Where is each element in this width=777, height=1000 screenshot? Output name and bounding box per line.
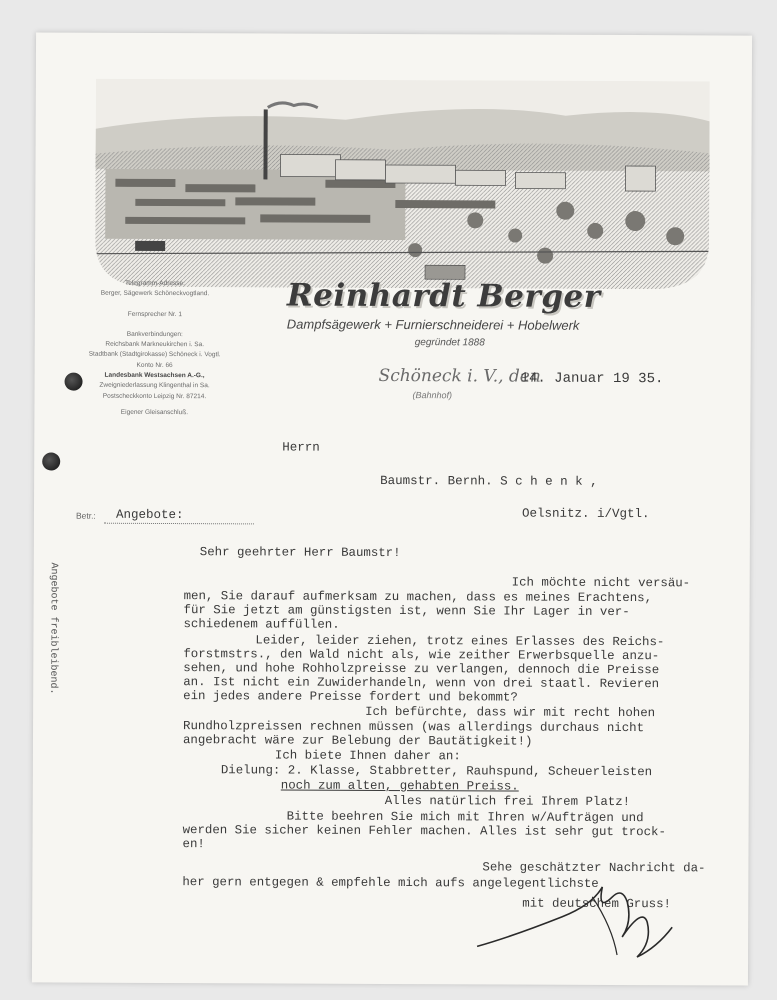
subject-rule bbox=[104, 523, 254, 525]
body-line: Dielung: 2. Klasse, Stabbretter, Rauhspund, Scheuerleisten bbox=[220, 763, 653, 780]
bank-landesbank: Landesbank Westsachsen A.-G., bbox=[104, 371, 205, 380]
letter-place: Schöneck i. V., den bbox=[378, 365, 541, 387]
body-line: noch zum alten, gehabten Preiss. bbox=[280, 778, 519, 794]
body-line: Rundholzpreissen rechnen müssen (was allerdings durchaus nicht bbox=[183, 719, 645, 736]
recipient-name: Baumstr. Bernh. S c h e n k , bbox=[380, 473, 598, 489]
company-founded: gegründet 1888 bbox=[414, 337, 485, 349]
greeting: Sehr geehrter Herr Baumstr! bbox=[199, 545, 401, 561]
telegram-value: Berger, Sägewerk Schöneckvogtland. bbox=[100, 290, 210, 298]
body-line: men, Sie darauf aufmerksam zu machen, dass es meines Erachtens, bbox=[183, 589, 653, 606]
body-line: Alles natürlich frei Ihrem Platz! bbox=[384, 793, 631, 810]
body-line: sehen, und hohe Rohholzpreisse zu verlangen, dennoch die Preisse bbox=[183, 661, 660, 678]
body-line: ein jedes andere Preisse fordert und bekommt? bbox=[183, 689, 518, 705]
margin-note bbox=[46, 560, 63, 750]
body-line: Ich möchte nicht versäu- bbox=[511, 575, 691, 591]
body-line: Ich befürchte, dass wir mit recht hohen bbox=[365, 704, 656, 721]
telegram-label: Telegramm-Adresse: bbox=[124, 279, 185, 288]
body-line: werden Sie sicher keinen Fehler machen. Alles ist sehr gut trock- bbox=[182, 823, 666, 840]
letterhead-details bbox=[48, 279, 261, 419]
recipient-city: Oelsnitz. i/Vgtl. bbox=[521, 506, 650, 522]
phone-number: Fernsprecher Nr. 1 bbox=[127, 310, 182, 318]
letter-place-sub: (Bahnhof) bbox=[412, 390, 453, 401]
bank-landesbank-branch: Zweigniederlassung Klingenthal in Sa. bbox=[99, 382, 210, 390]
body-line: Bitte beehren Sie mich mit Ihren w/Aufträgen und bbox=[286, 809, 644, 826]
bank-label: Bankverbindungen: bbox=[126, 330, 183, 338]
letter-date: 14. Januar 19 35. bbox=[520, 370, 664, 388]
subject-value: Angebote: bbox=[115, 507, 184, 523]
body-line: Leider, leider ziehen, trotz eines Erlasses des Reichs- bbox=[255, 633, 665, 650]
bank-stadtbank-konto: Konto Nr. 66 bbox=[136, 361, 173, 369]
body-line: schiedenem auffüllen. bbox=[183, 617, 340, 632]
factory-engraving bbox=[95, 59, 710, 292]
body-line: her gern entgegen & empfehle mich aufs angelegentlichste bbox=[182, 875, 599, 891]
subject-label: Betr.: bbox=[75, 510, 96, 521]
body-line: en! bbox=[182, 837, 205, 852]
body-line: Sehe geschätzter Nachricht da- bbox=[482, 860, 706, 876]
margin-note-text: Angebote freibleibend. bbox=[47, 562, 59, 695]
body-line: mit deutschem Gruss! bbox=[522, 896, 672, 912]
body-line: angebracht wäre zur Belebung der Bautätigkeit!) bbox=[182, 733, 533, 749]
company-name: Reinhardt Berger bbox=[286, 277, 601, 315]
body-line: für Sie jetzt am günstigsten ist, wenn Sie Ihr Lager in ver- bbox=[183, 603, 630, 620]
company-subtitle: Dampfsägewerk + Furnierschneiderei + Hobelwerk bbox=[286, 316, 580, 333]
body-line: an. Ist nicht ein Zuwiderhandeln, wenn von drei staatl. Revieren bbox=[183, 675, 660, 692]
punch-hole-bottom bbox=[42, 452, 60, 470]
rail-siding: Eigener Gleisanschluß. bbox=[120, 408, 189, 417]
postscheck-account: Postscheckkonto Leipzig Nr. 87214. bbox=[102, 392, 207, 400]
bank-stadtbank: Stadtbank (Stadtgirokasse) Schöneck i. Vogtl. bbox=[88, 351, 221, 359]
body-line: Ich biete Ihnen daher an: bbox=[274, 748, 461, 764]
bank-reichsbank: Reichsbank Markneukirchen i. Sa. bbox=[105, 340, 205, 349]
letter-paper bbox=[32, 32, 752, 985]
recipient-title: Herrn bbox=[282, 440, 320, 455]
body-line: forstmstrs., den Wald nicht als, wie zeither Erwerbsquelle anzu- bbox=[183, 647, 660, 664]
handwritten-signature bbox=[472, 866, 682, 967]
